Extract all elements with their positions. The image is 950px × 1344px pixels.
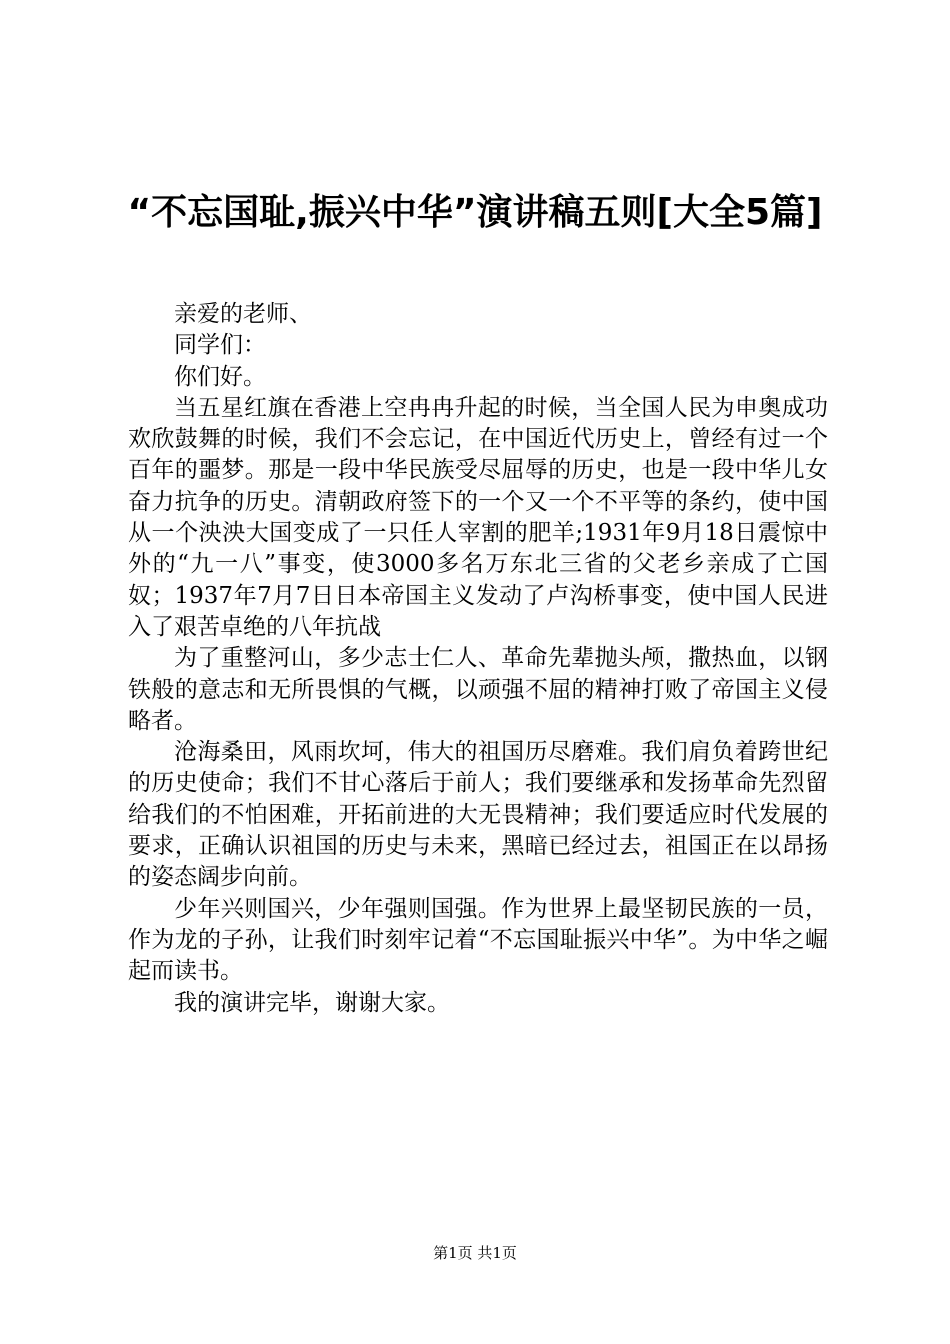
- greeting-line: 你们好。: [174, 363, 266, 390]
- document-body: [128, 299, 828, 1019]
- body-paragraph: 为了重整河山，多少志士仁人、革命先辈抛头颅，撒热血，以钢铁般的意志和无所畏惧的气概，以顽强不屈的精神打败了帝国主义侵略者。: [128, 645, 828, 734]
- body-paragraph: 沧海桑田，风雨坎坷，伟大的祖国历尽磨难。我们肩负着跨世纪的历史使命；我们不甘心落后于前人；我们要继承和发扬革命先烈留给我们的不怕困难，开拓前进的大无畏精神；我们要适应时代发展的要求，正确认识祖国的历史与未来，黑暗已经过去，祖国正在以昂扬的姿态阔步向前。: [128, 739, 828, 891]
- closing-line: 我的演讲完毕，谢谢大家。: [174, 989, 450, 1016]
- body-paragraph: 少年兴则国兴，少年强则国强。作为世界上最坚韧民族的一员，作为龙的子孙，让我们时刻牢记着“不忘国耻振兴中华”。为中华之崛起而读书。: [128, 895, 828, 985]
- document-title: “不忘国耻,振兴中华”演讲稿五则[大全5篇]: [127, 192, 823, 233]
- salutation-line: 亲爱的老师、: [174, 301, 312, 327]
- page-number-footer: 第1页 共1页: [433, 1244, 517, 1262]
- salutation-line: 同学们：: [174, 332, 266, 359]
- body-paragraph: 当五星红旗在香港上空冉冉升起的时候，当全国人民为申奥成功欢欣鼓舞的时候，我们不会忘记，在中国近代历史上，曾经有过一个百年的噩梦。那是一段中华民族受尽屈辱的历史，也是一段中华儿女奋力抗争的历史。清朝政府签下的一个又一个不平等的条约，使中国从一个泱泱大国变成了一只任人宰割的肥羊;1931年9月18日震惊中外的“九一八”事变，使3000多名万东北三省的父老乡亲成了亡国奴；1937年7月7日日本帝国主义发动了卢沟桥事变，使中国人民进入了艰苦卓绝的八年抗战: [128, 394, 828, 640]
